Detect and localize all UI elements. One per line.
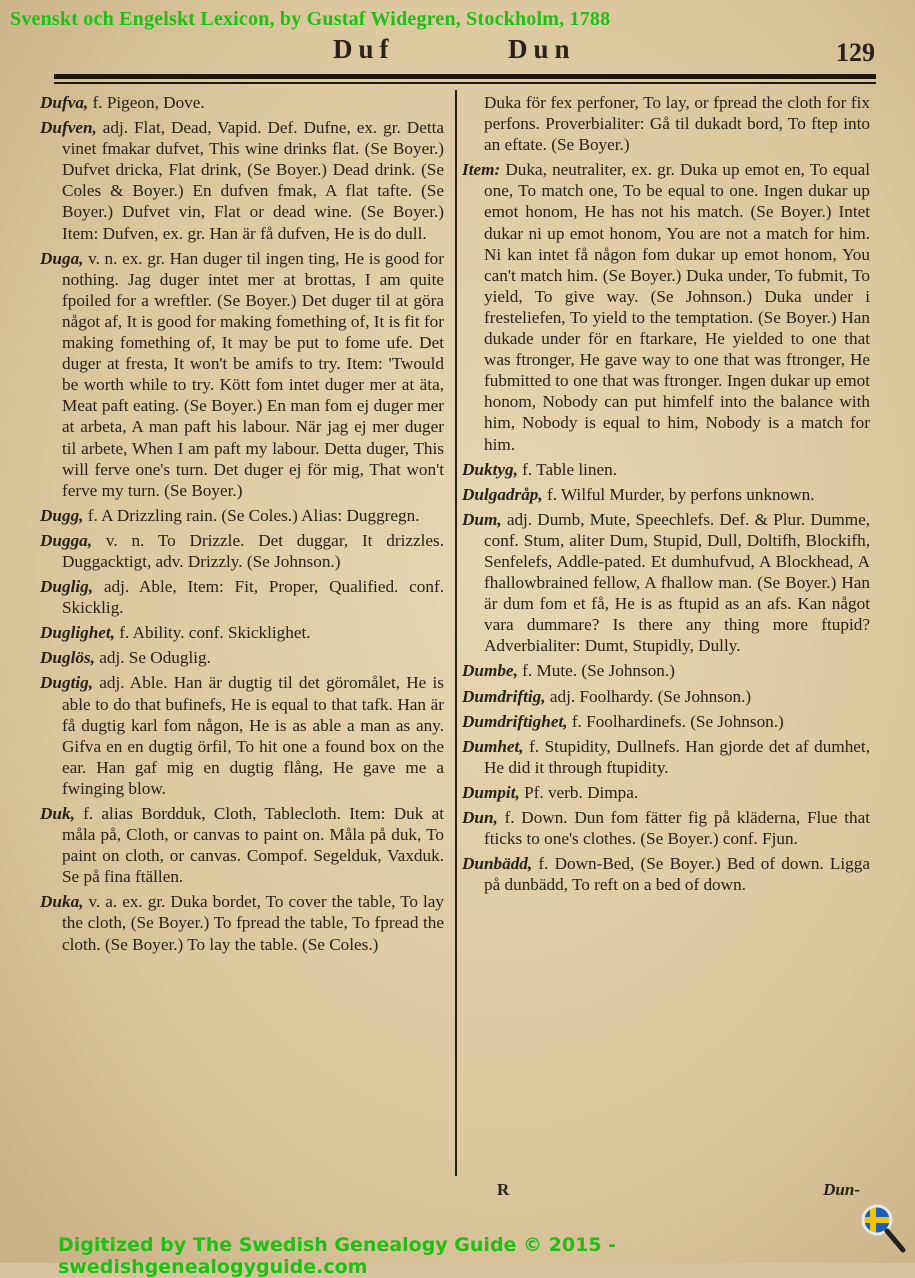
entry-definition: f. Foolhardinefs. (Se Johnson.) xyxy=(567,711,784,731)
dictionary-entry xyxy=(40,92,444,113)
entry-definition: f. A Drizzling rain. (Se Coles.) Alias: Duggregn. xyxy=(83,505,420,525)
dictionary-entry xyxy=(40,505,444,526)
entry-definition: v. n. ex. gr. Han duger til ingen ting, He is good for nothing. Jag duger intet mer at brottas, I am quite fpoiled for a wreftler. (Se Boyer.) Det duger til at göra något af, It is good for making fomething of, It is fit for making fomething of, It may be put to fome ufe. Det duger at fresta, It won't be amifs to try. Item: 'Twould be worth while to try. Kött fom intet duger mer at äta, Meat paft eating. (Se Boyer.) En man fom ej duger mer at arbeta, A man paft his labour. När jag ej mer duger til arbete, When I am paft my labour. Detta duger, This will ferve one's turn. Det duger ej för mig, That won't ferve my turn. (Se Boyer.) xyxy=(62,248,444,500)
entry-definition: f. Pigeon, Dove. xyxy=(88,93,205,112)
signature-mark: R xyxy=(497,1180,510,1199)
right-column xyxy=(462,92,870,899)
dictionary-entry xyxy=(462,711,870,732)
dictionary-entry xyxy=(462,92,870,155)
entry-definition: adj. Dumb, Mute, Speechlefs. Def. & Plur. Dumme, conf. Stum, aliter Dum, Stupid, Dull, Doltifh, Blockifh, Senfelefs, Addle-pated. Et dumhufvud, A Blockhead, A fhallowbrained fellow, A fhallow man. (Se Boyer.) Han är dum fom et få, He is as ftupid as an afs. Kan något vara dummare? Is there any thing more ftupid? Adverbialiter: Dumt, Stupidly, Dully. xyxy=(484,509,870,656)
entry-headword: Duglig, xyxy=(40,577,94,597)
dictionary-entry xyxy=(462,484,870,505)
entry-headword: Dufven, xyxy=(40,118,97,138)
bottom-watermark-credit: Digitized by The Swedish Genealogy Guide © 2015 - swedishgenealogyguide.com xyxy=(58,1234,617,1278)
entry-headword: Dunbädd, xyxy=(462,854,533,874)
entry-definition: adj. Se Oduglig. xyxy=(94,648,211,668)
entry-headword: Dum, xyxy=(462,509,502,529)
entry-headword: Duglighet, xyxy=(40,623,115,643)
dictionary-entry xyxy=(462,660,870,681)
entry-headword: Duktyg, xyxy=(462,459,518,479)
column-divider xyxy=(455,90,457,1176)
catchword: Dun- xyxy=(823,1180,860,1199)
entry-definition: Pf. verb. Dimpa. xyxy=(519,782,639,802)
entry-headword: Item: xyxy=(462,160,501,180)
dictionary-entry xyxy=(40,117,444,244)
entry-headword: Dumhet, xyxy=(462,736,524,756)
entry-definition: adj. Able, Item: Fit, Proper, Qualified. conf. Skicklig. xyxy=(62,577,444,618)
entry-headword: Dumpit, xyxy=(462,782,520,802)
entry-definition: v. n. To Drizzle. Det duggar, It drizzles. Duggacktigt, adv. Drizzly. (Se Johnson.) xyxy=(62,530,444,571)
entry-definition: v. a. ex. gr. Duka bordet, To cover the table, To lay the cloth, (Se Boyer.) To fpread the table, To fpread the cloth. (Se Boyer.) To lay the table. (Se Coles.) xyxy=(62,892,444,954)
left-column xyxy=(40,92,444,959)
dictionary-entry xyxy=(462,686,870,707)
entry-headword: Dulgadråp, xyxy=(462,484,543,504)
entry-headword: Dumdriftig, xyxy=(462,686,546,706)
entry-headword: Dumbe, xyxy=(462,661,518,681)
entry-headword: Dun, xyxy=(462,808,498,827)
entry-headword: Dugtig, xyxy=(40,673,94,693)
dictionary-entry xyxy=(40,803,444,887)
entry-headword: Dugga, xyxy=(40,530,93,550)
entry-headword: Duka, xyxy=(40,892,84,912)
entry-definition: f. Ability. conf. Skicklighet. xyxy=(114,623,311,643)
dictionary-entry xyxy=(40,672,444,799)
entry-definition: f. Wilful Murder, by perfons unknown. xyxy=(542,484,815,504)
dictionary-entry xyxy=(40,248,444,501)
top-watermark-title: Svenskt och Engelskt Lexicon, by Gustaf Widegren, Stockholm, 1788 xyxy=(10,8,611,30)
dictionary-entry xyxy=(462,807,870,849)
entry-headword: Duglös, xyxy=(40,648,95,668)
entry-headword: Dugg, xyxy=(40,505,84,525)
dictionary-entry xyxy=(462,159,870,454)
page-number: 129 xyxy=(836,38,875,67)
entry-headword: Duga, xyxy=(40,248,84,268)
entry-definition: f. Down-Bed, (Se Boyer.) Bed of down. Ligga på dunbädd, To reft on a bed of down. xyxy=(484,854,870,895)
entry-definition: adj. Able. Han är dugtig til det göromålet, He is able to do that bufinefs, He is equal to that tafk. Han är få dugtig karl fom någon, He is as able a man as any. Gifva en en dugtig örfil, To hit one a found box on the ear. Han gaf mig en dugtig flång, He gave me a fwinging blow. xyxy=(62,673,444,798)
entry-definition: f. Mute. (Se Johnson.) xyxy=(517,661,675,681)
running-head-left: Duf xyxy=(333,34,395,64)
header-rule-thin xyxy=(54,82,876,84)
entry-definition: f. alias Bordduk, Cloth, Tablecloth. Item: Duk at måla på, Cloth, or canvas to paint on. Måla på duk, To paint on cloth, or canvas. Compof. Segelduk, Vaxduk. Se på fina ftällen. xyxy=(62,804,444,887)
entry-definition: adj. Flat, Dead, Vapid. Def. Dufne, ex. gr. Detta vinet fmakar dufvet, This wine drinks flat. (Se Boyer.) Dufvet dricka, Flat drink, (Se Boyer.) Dead drink. (Se Coles & Boyer.) En dufven fmak, A flat tafte. (Se Boyer.) Dufvet vin, Flat or dead wine. (Se Boyer.) Item: Dufven, ex. gr. Han är få dufven, He is do dull. xyxy=(62,118,444,243)
running-head-right: Dun xyxy=(508,34,576,64)
dictionary-entry xyxy=(462,459,870,480)
entry-headword: Dumdriftighet, xyxy=(462,711,568,731)
dictionary-entry xyxy=(40,622,444,643)
entry-headword: Duk, xyxy=(40,804,75,823)
dictionary-entry xyxy=(40,576,444,618)
header-rule-thick xyxy=(54,74,876,79)
dictionary-entry xyxy=(462,853,870,895)
dictionary-entry xyxy=(462,509,870,657)
dictionary-entry xyxy=(40,530,444,572)
dictionary-entry xyxy=(462,782,870,803)
dictionary-entry xyxy=(40,891,444,954)
entry-definition: f. Down. Dun fom fätter fig på kläderna, Flue that fticks to one's clothes. (Se Boyer.) conf. Fjun. xyxy=(484,808,870,849)
dictionary-entry xyxy=(462,736,870,778)
entry-headword: Dufva, xyxy=(40,93,89,112)
entry-definition: Duka för fex perfoner, To lay, or fpread the cloth for fix perfons. Proverbialiter: Gå til dukadt bord, To ftep into an eftate. (Se Boyer.) xyxy=(484,93,870,155)
entry-definition: adj. Foolhardy. (Se Johnson.) xyxy=(545,686,752,706)
magnifier-swedish-flag-icon[interactable] xyxy=(859,1200,911,1256)
entry-definition: f. Table linen. xyxy=(517,459,618,479)
entry-definition: f. Stupidity, Dullnefs. Han gjorde det af dumhet, He did it through ftupidity. xyxy=(484,736,870,777)
entry-definition: Duka, neutraliter, ex. gr. Duka up emot en, To equal one, To match one, To be equal to one. Ingen dukar up emot honom, He has not his match. (Se Boyer.) Intet dukar ni up emot honom, You are not a match for him. Ni kan intet få någon fom dukar up emot honom, You can't match him. (Se Boyer.) Duka under, To fubmit, To yield, To give way. (Se Johnson.) Duka under i fresteliefen, To yield to the temptation. (Se Boyer.) Han dukade under för en ftarkare, He yielded to one that was ftronger, He gave way to one that was ftronger, He fubmitted to one that was ftronger. Ingen dukar up emot honom, Nobody can put himfelf into the balance with him, Nobody is equal to him, Nobody is a match for him. xyxy=(484,160,870,454)
dictionary-entry xyxy=(40,647,444,668)
